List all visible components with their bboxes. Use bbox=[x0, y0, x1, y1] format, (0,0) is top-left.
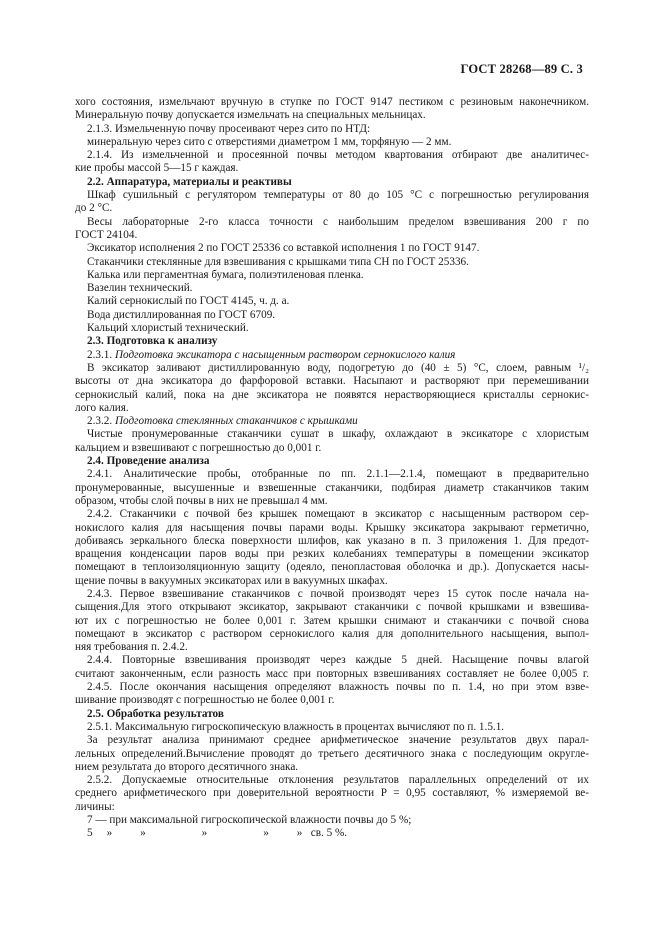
text-line: среднего арифметического при доверительной вероятности P = 0,95 составляют, % измеряемой ве- bbox=[75, 787, 589, 800]
text-line: минеральную через сито с отверстиями диаметром 1 мм, торфяную — 2 мм. bbox=[87, 135, 452, 148]
text-line: Калий сернокислый по ГОСТ 4145, ч. д. а. bbox=[87, 295, 290, 308]
section-heading: 2.4. Проведение анализа bbox=[87, 455, 210, 468]
text-line: За результат анализа принимают среднее арифметическое значение результатов двух парал- bbox=[87, 734, 589, 747]
text-line: 2.5.1. Максимальную гигроскопическую влажность в процентах вычисляют по п. 1.5.1. bbox=[87, 720, 505, 733]
text-line: добиваясь зеркального блеска поверхности шлифов, как указано в п. 3 приложения 1. Для предот- bbox=[75, 534, 589, 547]
text-line: Вода дистиллированная по ГОСТ 6709. bbox=[87, 308, 276, 321]
text-line: Стаканчики стеклянные для взвешивания с крышками типа СН по ГОСТ 25336. bbox=[87, 255, 469, 268]
text-line: образом, чтобы слой почвы в них не превышал 4 мм. bbox=[75, 494, 328, 507]
document-body bbox=[75, 96, 589, 841]
text-line: считают законченным, если разность масс при повторных взвешиваниях составляет не более 0,005 г. bbox=[75, 667, 589, 680]
text-line: лельных определений.Вычисление проводят до третьего десятичного знака с последующим округле- bbox=[75, 747, 589, 760]
section-heading: 2.2. Аппаратура, материалы и реактивы bbox=[87, 175, 292, 188]
text-line: до 2 °С. bbox=[75, 202, 113, 215]
text-line: 2.3.1. Подготовка эксикатора с насыщенным раствором сернокислого калия bbox=[87, 348, 456, 361]
text-line: 2.4.1. Аналитические пробы, отобранные по пп. 2.1.1—2.1.4, помещают в предварительно bbox=[87, 468, 589, 481]
text-line: сернокислый калий, пока на дне эксикатора не появятся нерастворяющиеся кристаллы сернокис- bbox=[75, 388, 589, 401]
text-line: 2.1.3. Измельченную почву просеивают через сито по НТД: bbox=[87, 122, 371, 135]
text-line: шивание производят с погрешностью не более 0,001 г. bbox=[75, 694, 335, 707]
section-heading: 2.5. Обработка результатов bbox=[87, 707, 224, 720]
text-line: пронумерованные, высушенные и взвешенные стаканчики, подбирая диаметр стаканчиков таким bbox=[75, 481, 589, 494]
text-line: 2.3.2. Подготовка стеклянных стаканчиков с крышками bbox=[87, 415, 358, 428]
text-line: высоты от дна эксикатора до фарфоровой вставки. Насыпают и растворяют при перемешивании bbox=[75, 375, 589, 388]
text-line: личины: bbox=[75, 800, 115, 813]
text-line: 2.1.4. Из измельченной и просеянной почвы методом квартования отбирают две аналитичес- bbox=[87, 149, 589, 162]
text-line: 2.5.2. Допускаемые относительные отклонения результатов параллельных определений от их bbox=[87, 774, 589, 787]
text-line: помещают в теплоизоляционную защиту (одеяло, пенопластовая оболочка и др.). Допускается насы- bbox=[75, 561, 589, 574]
page-header: ГОСТ 28268—89 С. 3 bbox=[460, 62, 583, 76]
text-line: ют их с погрешностью не более 0,001 г. Затем крышки снимают и стаканчики с почвой снова bbox=[75, 614, 589, 627]
text-line: В эксикатор заливают дистиллированную воду, подогретую до (40 ± 5) °С, слоем, равным ¹/₂ bbox=[87, 361, 589, 374]
text-line: сыщения.Для этого открывают эксикатор, закрывают стаканчики с почвой крышками и взвешива- bbox=[75, 601, 589, 614]
text-line: Калька или пергаментная бумага, полиэтиленовая пленка. bbox=[87, 268, 364, 281]
text-line: 7 — при максимальной гигроскопической влажности почвы до 5 %; bbox=[87, 814, 412, 827]
text-line: Весы лабораторные 2-го класса точности с наибольшим пределом взвешивания 200 г по bbox=[87, 215, 589, 228]
text-line: кальцием и взвешивают с погрешностью до 0,001 г. bbox=[75, 441, 322, 454]
text-line: лого калия. bbox=[75, 401, 129, 414]
text-line: 2.4.3. Первое взвешивание стаканчиков с почвой производят через 15 суток после начала на- bbox=[87, 587, 589, 600]
text-line: 5 » » » » » св. 5 %. bbox=[87, 827, 348, 840]
text-line: нием результата до второго десятичного знака. bbox=[75, 760, 299, 773]
text-line: кие пробы массой 5—15 г каждая. bbox=[75, 162, 239, 175]
text-line: 2.4.4. Повторные взвешивания производят через каждые 5 дней. Насыщение почвы влагой bbox=[87, 654, 589, 667]
text-line: няя требования п. 2.4.2. bbox=[75, 641, 188, 654]
text-line: нокислого калия для насыщения почвы парами воды. Крышку эксикатора закрывают герметично, bbox=[75, 521, 589, 534]
text-line: Вазелин технический. bbox=[87, 282, 193, 295]
text-line: вращения конденсации паров воды при резких колебаниях температуры в помещении эксикатор bbox=[75, 548, 589, 561]
text-line: Минеральную почву допускается измельчать на специальных мельницах. bbox=[75, 109, 426, 122]
text-line: хого состояния, измельчают вручную в ступке по ГОСТ 9147 пестиком с резиновым наконечником. bbox=[75, 96, 589, 108]
text-line: помещают в эксикатор с раствором сернокислого калия для дополнительного насыщения, выпол- bbox=[75, 627, 589, 640]
text-line: Кальций хлористый технический. bbox=[87, 322, 249, 335]
text-line: ГОСТ 24104. bbox=[75, 228, 138, 241]
section-heading: 2.3. Подготовка к анализу bbox=[87, 335, 218, 348]
text-line: Эксикатор исполнения 2 по ГОСТ 25336 со вставкой исполнения 1 по ГОСТ 9147. bbox=[87, 242, 480, 255]
text-line: Шкаф сушильный с регулятором температуры от 80 до 105 °С с погрешностью регулирования bbox=[87, 189, 589, 202]
text-line: Чистые пронумерованные стаканчики сушат в шкафу, охлаждают в эксикаторе с хлористым bbox=[87, 428, 589, 441]
text-line: 2.4.5. После окончания насыщения определяют влажность почвы по п. 1.4, но при этом взве- bbox=[87, 681, 589, 694]
text-line: 2.4.2. Стаканчики с почвой без крышек помещают в эксикатор с насыщенным раствором сер- bbox=[87, 508, 589, 521]
text-line: щение почвы в вакуумных эксикаторах или в вакуумных шкафах. bbox=[75, 574, 388, 587]
